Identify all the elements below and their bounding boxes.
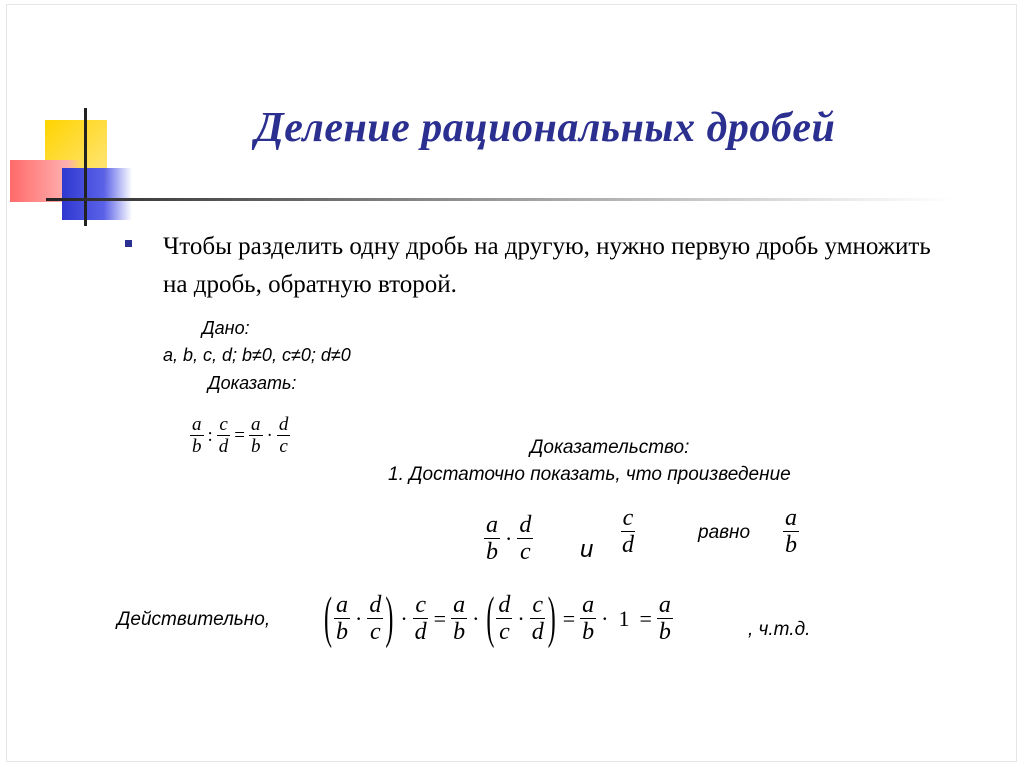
division-formula: $\frac{a}{b}$ : $\frac{c}{d}$ = $\frac{a}{b}$ · $\frac{d}{c}$ <box>192 414 289 457</box>
fraction-a-b: $\frac{a}{b}$ <box>251 414 261 457</box>
fraction-d-c: $\frac{d}{c}$ <box>278 414 289 457</box>
and-word: и <box>580 536 594 563</box>
fraction-a-b-expression: $\frac{a}{b}$ <box>785 505 797 558</box>
product-expression: $\frac{a}{b}$ · $\frac{d}{c}$ <box>486 512 532 565</box>
given-values: a, b, c, d; b≠0, c≠0; d≠0 <box>163 345 351 365</box>
fraction-c-d-expression: $\frac{c}{d}$ <box>622 505 634 558</box>
prove-label: Доказать: <box>208 373 297 393</box>
decor-blue-block <box>62 168 132 220</box>
fraction-c-d: $\frac{c}{d}$ <box>218 414 229 457</box>
qed-text: , ч.т.д. <box>748 619 811 640</box>
division-rule-text: Чтобы разделить одну дробь на другую, нужно первую дробь умножить на дробь, обратную второй. <box>163 233 931 298</box>
bullet-square-icon <box>125 240 132 247</box>
slide-title: Деление рациональных дробей <box>255 105 836 151</box>
proof-step-1: 1. Достаточно показать, что произведение <box>388 464 791 485</box>
indeed-word: Действительно, <box>117 609 271 630</box>
decor-vertical-line <box>84 108 87 226</box>
title-underline <box>46 198 956 201</box>
proof-equation: ( $\frac{a}{b}$ · $\frac{d}{c}$ ) · $\frac{c}{d}$ = $\frac{a}{b}$ · ( $\frac{d}{c}$ · $\frac{c}{d}$ ) = $\frac{a}{b}$ · 1 = $\frac{a}{b}$ <box>324 587 671 650</box>
proof-label: Доказательство: <box>530 437 690 458</box>
equals-word: равно <box>698 522 751 543</box>
fraction-a-b: $\frac{a}{b}$ <box>192 414 202 457</box>
given-label: Дано: <box>202 318 250 338</box>
